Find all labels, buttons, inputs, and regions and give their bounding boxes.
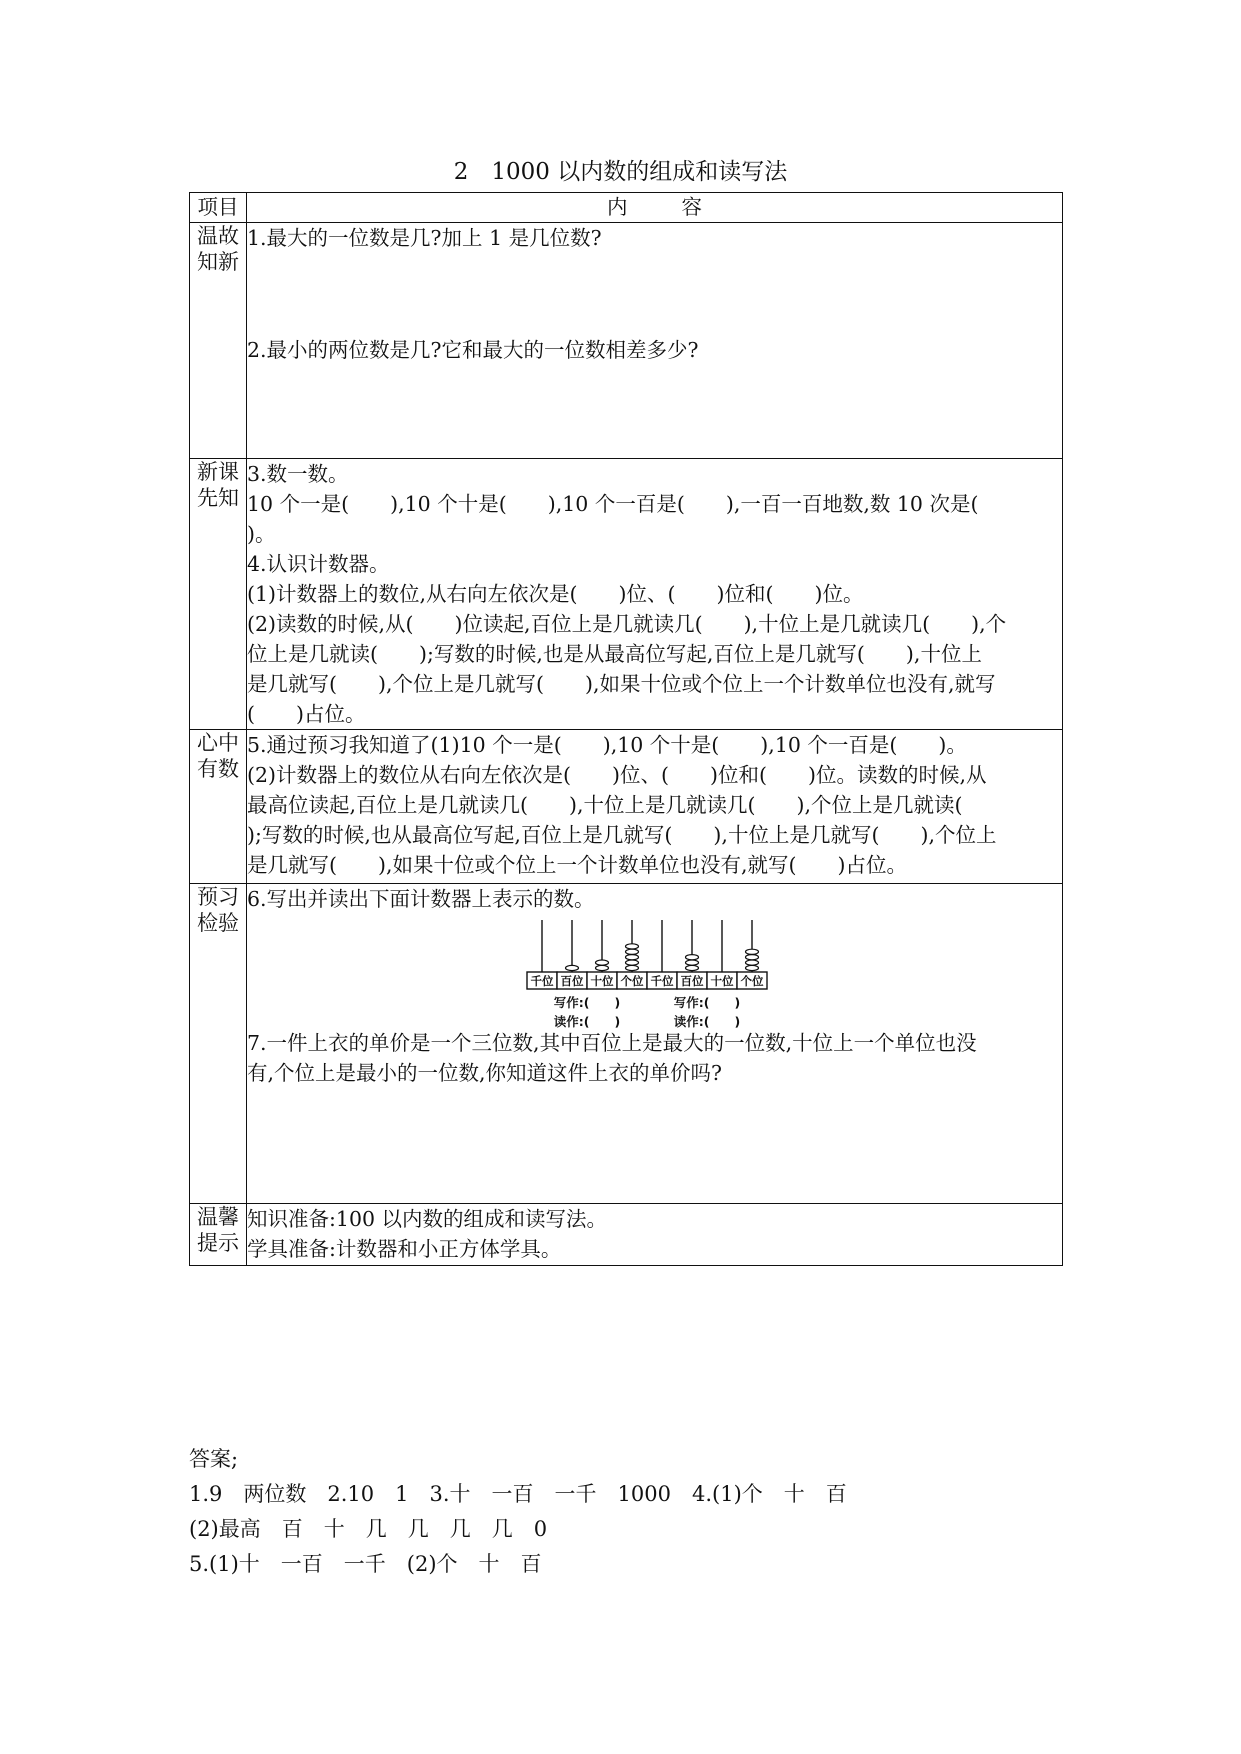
tip-knowledge: 知识准备:100 以内数的组成和读写法。 (247, 1207, 608, 1231)
abacus-place-label: 千位 (650, 974, 674, 988)
label-bottom: 有数 (197, 757, 239, 781)
answer-line-3: 5.(1)十 一百 一千 (2)个 十 百 (189, 1552, 542, 1576)
abacus-bead (686, 965, 699, 970)
abacus-place-label: 个位 (620, 974, 644, 988)
question-4-part-2: (2)读数的时候,从( )位读起,百位上是几就读几( ),十位上是几就读几( ),个 (247, 612, 1007, 636)
label-bottom: 知新 (197, 250, 239, 274)
answer-line-2: (2)最高 百 十 几 几 几 几 0 (189, 1517, 548, 1541)
table-row-tips (190, 1204, 1063, 1266)
row-label-preview (190, 459, 247, 730)
abacus-place-label: 十位 (710, 974, 734, 988)
label-bottom: 先知 (197, 486, 239, 510)
abacus-bead (626, 965, 639, 970)
abacus-bead (596, 960, 609, 965)
abacus-place-label: 十位 (590, 974, 614, 988)
abacus-bead (566, 965, 579, 970)
question-1: 1.最大的一位数是几?加上 1 是几位数? (247, 226, 602, 250)
question-5-l4: );写数的时候,也从最高位写起,百位上是几就写( ),十位上是几就写( ),个位上 (247, 823, 997, 847)
abacus-write-caption: 写作:( ) (673, 995, 741, 1010)
row-content-preview (247, 459, 1063, 730)
label-top: 新课 (197, 460, 239, 484)
abacus-bead (626, 955, 639, 960)
question-4-part-1: (1)计数器上的数位,从右向左依次是( )位、( )位和( )位。 (247, 582, 864, 606)
table-row-summary (190, 730, 1063, 884)
header-content-b: 容 (681, 195, 702, 219)
abacus-write-caption: 写作:( ) (553, 995, 621, 1010)
abacus-read-caption: 读作:( ) (673, 1014, 741, 1028)
abacus-bead (596, 965, 609, 970)
question-5-l3: 最高位读起,百位上是几就读几( ),十位上是几就读几( ),个位上是几就读( (247, 793, 963, 817)
question-4: 4.认识计数器。 (247, 552, 390, 576)
abacus-bead (626, 949, 639, 954)
abacus-bead (626, 944, 639, 949)
question-7: 7.一件上衣的单价是一个三位数,其中百位上是最大的一位数,十位上一个单位也没 (247, 1031, 977, 1055)
label-bottom: 提示 (197, 1231, 239, 1255)
question-5-l2: (2)计数器上的数位从右向左依次是( )位、( )位和( )位。读数的时候,从 (247, 763, 987, 787)
table-row-preview (190, 459, 1063, 730)
abacus-place-label: 百位 (560, 974, 584, 988)
abacus-figure (523, 916, 773, 1028)
question-4-part-2-l4: ( )占位。 (247, 702, 366, 726)
question-5-l5: 是几就写( ),如果十位或个位上一个计数单位也没有,就写( )占位。 (247, 853, 908, 877)
abacus-bead (686, 955, 699, 960)
abacus-read-caption: 读作:( ) (553, 1014, 621, 1028)
question-4-part-2-l2: 位上是几就读( );写数的时候,也是从最高位写起,百位上是几就写( ),十位上 (247, 642, 982, 666)
question-2: 2.最小的两位数是几?它和最大的一位数相差多少? (247, 338, 699, 362)
label-top: 心中 (197, 731, 239, 755)
page-title: 2 1000 以内数的组成和读写法 (453, 159, 788, 185)
abacus-bead (686, 960, 699, 965)
header-content-a: 内 (607, 195, 628, 219)
question-6: 6.写出并读出下面计数器上表示的数。 (247, 887, 595, 911)
question-3-line-1: 10 个一是( ),10 个十是( ),10 个一百是( ),一百一百地数,数 10 次是( (247, 492, 979, 516)
abacus-bead (746, 955, 759, 960)
row-label-summary (190, 730, 247, 884)
answers-heading: 答案; (189, 1447, 239, 1471)
abacus-bead (746, 960, 759, 965)
abacus-place-label: 个位 (740, 974, 764, 988)
tip-tools: 学具准备:计数器和小正方体学具。 (247, 1237, 562, 1261)
abacus-place-label: 百位 (680, 974, 704, 988)
header-content (247, 193, 1063, 223)
abacus-bead (746, 949, 759, 954)
table-header-row (190, 193, 1063, 223)
header-item: 项目 (190, 193, 247, 223)
abacus-bead (626, 960, 639, 965)
label-top: 预习 (197, 885, 239, 909)
row-label-check (190, 884, 247, 1204)
label-bottom: 检验 (197, 911, 239, 935)
question-4-part-2-l3: 是几就写( ),个位上是几就写( ),如果十位或个位上一个计数单位也没有,就写 (247, 672, 996, 696)
question-3: 3.数一数。 (247, 462, 349, 486)
question-7-l2: 有,个位上是最小的一位数,你知道这件上衣的单价吗? (247, 1061, 723, 1085)
question-5: 5.通过预习我知道了(1)10 个一是( ),10 个十是( ),10 个一百是( )。 (247, 733, 967, 757)
label-top: 温馨 (197, 1205, 239, 1229)
question-3-line-2: )。 (247, 522, 276, 546)
row-content-review (247, 223, 1063, 459)
row-content-check (247, 884, 1063, 1204)
lesson-table (189, 192, 1063, 1266)
answer-line-1: 1.9 两位数 2.10 1 3.十 一百 一千 1000 4.(1)个 十 百 (189, 1482, 847, 1506)
answers-section (189, 1442, 1089, 1582)
row-content-tips (247, 1204, 1063, 1266)
abacus-place-label: 千位 (530, 974, 554, 988)
row-label-review (190, 223, 247, 459)
table-row-check (190, 884, 1063, 1204)
row-label-tips (190, 1204, 247, 1266)
row-content-summary (247, 730, 1063, 884)
table-row-review (190, 223, 1063, 459)
abacus-bead (746, 965, 759, 970)
label-top: 温故 (197, 224, 239, 248)
